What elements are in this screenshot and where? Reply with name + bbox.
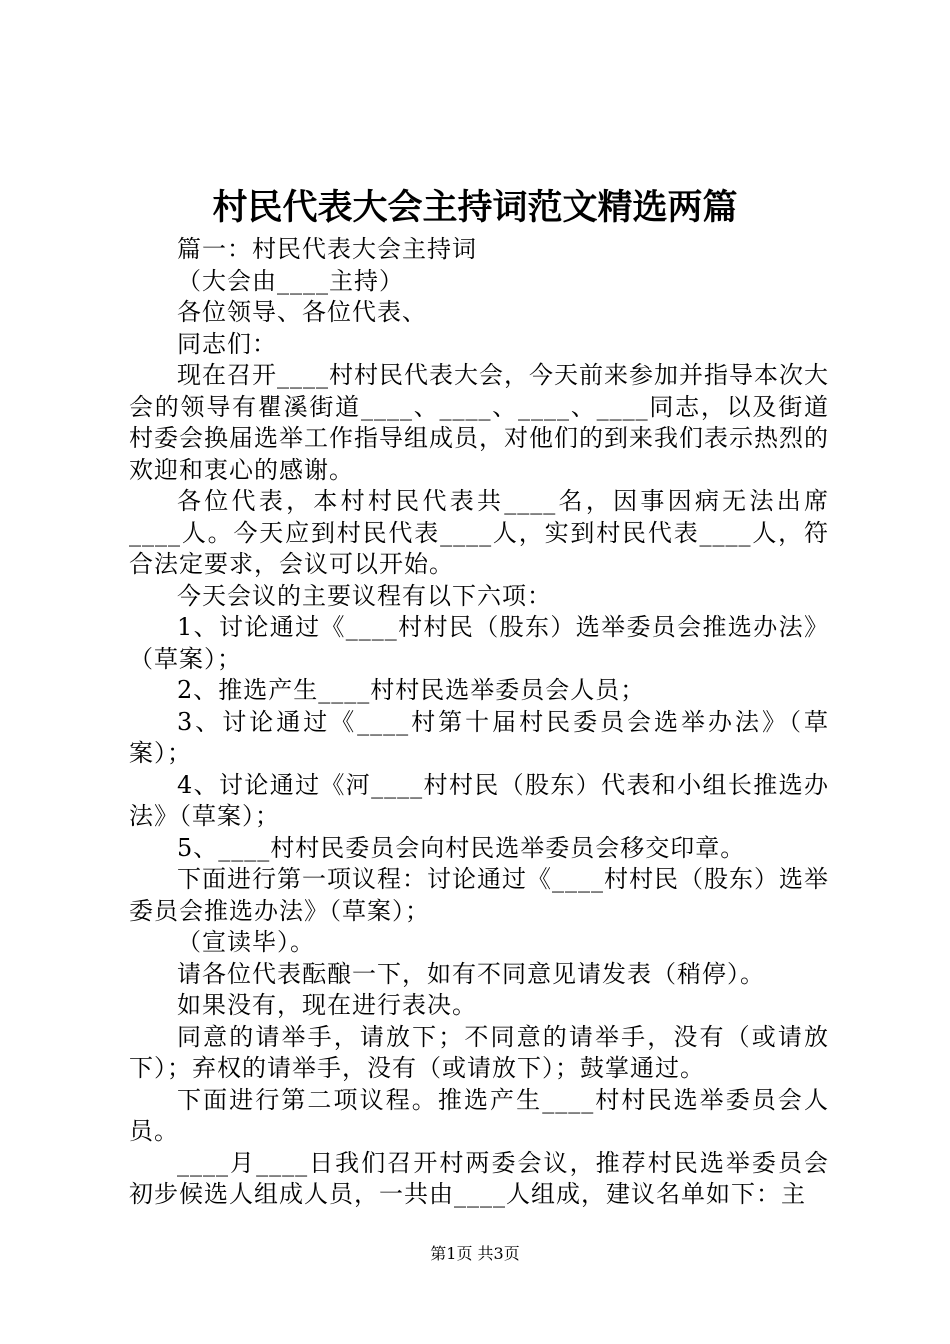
- agenda-item-4: 4、讨论通过《河____村村民（股东）代表和小组长推选办法》（草案）；: [129, 770, 829, 830]
- paragraph-discussion: 请各位代表酝酿一下，如有不同意见请发表（稍停）。: [177, 959, 765, 988]
- paragraph-second-item: 下面进行第二项议程。推选产生____村村民选举委员会人员。: [129, 1085, 829, 1145]
- paragraph-candidates: ____月____日我们召开村两委会议，推荐村民选举委员会初步候选人组成人员，一共由____人组成，建议名单如下：主: [129, 1148, 829, 1208]
- agenda-item-5: 5、____村村民委员会向村民选举委员会移交印章。: [177, 833, 746, 862]
- paragraph-attendance: 各位代表，本村村民代表共____名，因事因病无法出席____人。今天应到村民代表____人，实到村民代表____人，符合法定要求，会议可以开始。: [129, 487, 829, 578]
- document-title: 村民代表大会主持词范文精选两篇: [212, 187, 738, 228]
- paragraph-opening: 现在召开____村村民代表大会，今天前来参加并指导本次大会的领导有瞿溪街道____、____、____、____同志，以及街道村委会换届选举工作指导组成员，对他们的到来我们表示热烈的欢迎和衷心的感谢。: [129, 361, 829, 484]
- paragraph-agenda-intro: 今天会议的主要议程有以下六项：: [177, 581, 552, 610]
- paragraph-section-heading: 篇一：村民代表大会主持词: [177, 235, 477, 263]
- page-footer: 第1页 共3页: [430, 1244, 520, 1263]
- paragraph-vote-start: 如果没有，现在进行表决。: [177, 991, 477, 1019]
- paragraph-salutation-2: 同志们：: [177, 329, 277, 358]
- paragraph-first-item: 下面进行第一项议程：讨论通过《____村村民（股东）选举委员会推选办法》（草案）；: [129, 865, 829, 925]
- paragraph-host-note: （大会由____主持）: [177, 266, 404, 295]
- agenda-item-1: 1、讨论通过《____村村民（股东）选举委员会推选办法》（草案）；: [129, 613, 829, 673]
- paragraph-salutation-1: 各位领导、各位代表、: [177, 298, 427, 326]
- agenda-item-2: 2、推选产生____村村民选举委员会人员；: [177, 676, 646, 704]
- document-body: [129, 234, 829, 1211]
- paragraph-reading-done: （宣读毕）。: [177, 928, 315, 956]
- agenda-item-3: 3、讨论通过《____村第十届村民委员会选举办法》（草案）；: [129, 707, 829, 767]
- paragraph-vote: 同意的请举手，请放下；不同意的请举手，没有（或请放下）；弃权的请举手，没有（或请放下）；鼓掌通过。: [129, 1022, 829, 1082]
